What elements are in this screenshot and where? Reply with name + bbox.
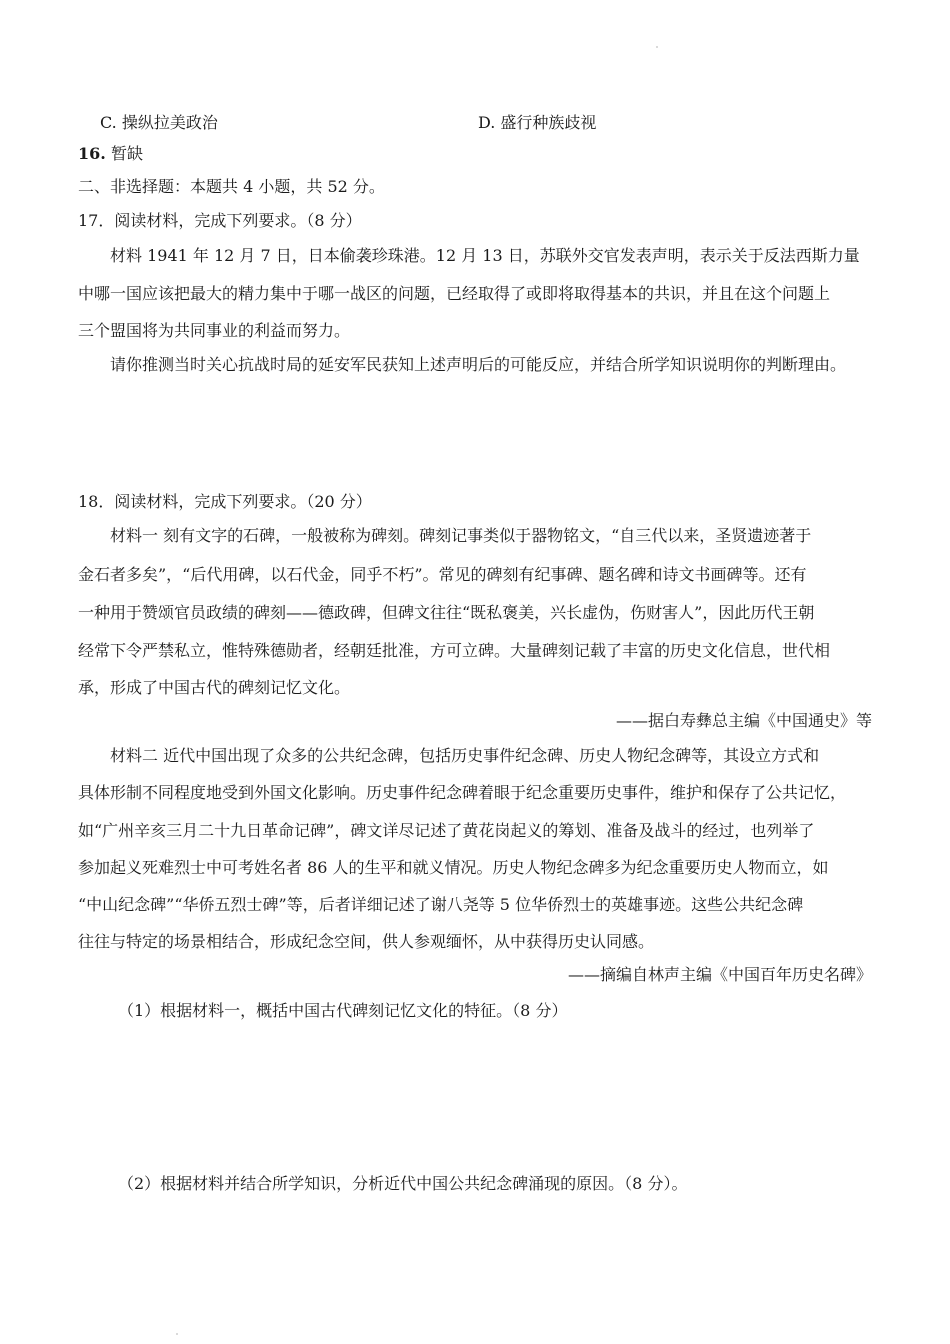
q18-material1-line: 一种用于赞颂官员政绩的碑刻——德政碑，但碑文往往“既私褒美，兴长虚伪，伤财害人”，因此历代王朝 (78, 603, 815, 622)
q17-material-line: 中哪一国应该把最大的精力集中于哪一战区的问题，已经取得了或即将取得基本的共识，并且在这个问题上 (78, 284, 831, 303)
scan-dot-top (656, 46, 658, 48)
q18-material2-line: 材料二 近代中国出现了众多的公共纪念碑，包括历史事件纪念碑、历史人物纪念碑等，其设立方式和 (110, 746, 820, 765)
q18-material2-line: 往往与特定的场景相结合，形成纪念空间，供人参观缅怀，从中获得历史认同感。 (78, 932, 655, 951)
q18-material1-line: 经常下令严禁私立，惟特殊德勋者，经朝廷批准，方可立碑。大量碑刻记载了丰富的历史文化信息，世代相 (78, 641, 831, 660)
scan-dot-bottom (176, 1333, 178, 1335)
q18-material1-line: 金石者多矣”，“后代用碑，以石代金，同乎不朽”。常见的碑刻有纪事碑、题名碑和诗文书画碑等。还有 (78, 565, 807, 584)
q18-material2-line: 如“广州辛亥三月二十九日革命记碑”，碑文详尽记述了黄花岗起义的筹划、准备及战斗的经过，也列举了 (78, 821, 815, 840)
q15-option-c: C. 操纵拉美政治 (100, 113, 218, 132)
q17-material-line: 三个盟国将为共同事业的利益而努力。 (78, 321, 351, 340)
q17-question: 请你推测当时关心抗战时局的延安军民获知上述声明后的可能反应，并结合所学知识说明你的判断理由。 (110, 355, 847, 374)
q18-material2-line: “中山纪念碑”“华侨五烈士碑”等，后者详细记述了谢八尧等 5 位华侨烈士的英雄事迹。这些公共纪念碑 (78, 895, 804, 914)
q17-stem: 17．阅读材料，完成下列要求。（8 分） (78, 211, 362, 230)
section2-heading: 二、非选择题：本题共 4 小题，共 52 分。 (78, 177, 385, 196)
q18-material2-line: 具体形制不同程度地受到外国文化影响。历史事件纪念碑着眼于纪念重要历史事件，维护和保存了公共记忆， (78, 783, 847, 802)
q17-material-line: 材料 1941 年 12 月 7 日，日本偷袭珍珠港。12 月 13 日，苏联外交官发表声明，表示关于反法西斯力量 (110, 246, 860, 265)
q18-material2-line: 参加起义死难烈士中可考姓名者 86 人的生平和就义情况。历史人物纪念碑多为纪念重要历史人物而立，如 (78, 858, 829, 877)
q18-source2: ——摘编自林声主编《中国百年历史名碑》 (567, 965, 872, 984)
q16-number: 16. (78, 144, 106, 163)
q18-source1: ——据白寿彝总主编《中国通史》等 (615, 711, 872, 730)
q18-material1-line: 材料一 刻有文字的石碑，一般被称为碑刻。碑刻记事类似于器物铭文，“自三代以来，圣贤遗迹著于 (110, 526, 812, 545)
q15-option-d: D. 盛行种族歧视 (478, 113, 597, 132)
q18-sub1: （1）根据材料一，概括中国古代碑刻记忆文化的特征。（8 分） (118, 1001, 568, 1020)
q16-text: 暂缺 (110, 144, 143, 163)
q16-line (78, 144, 878, 164)
q18-sub2: （2）根据材料并结合所学知识，分析近代中国公共纪念碑涌现的原因。（8 分）。 (118, 1174, 688, 1193)
q18-material1-line: 承，形成了中国古代的碑刻记忆文化。 (78, 678, 351, 697)
q18-stem: 18．阅读材料，完成下列要求。（20 分） (78, 492, 372, 511)
